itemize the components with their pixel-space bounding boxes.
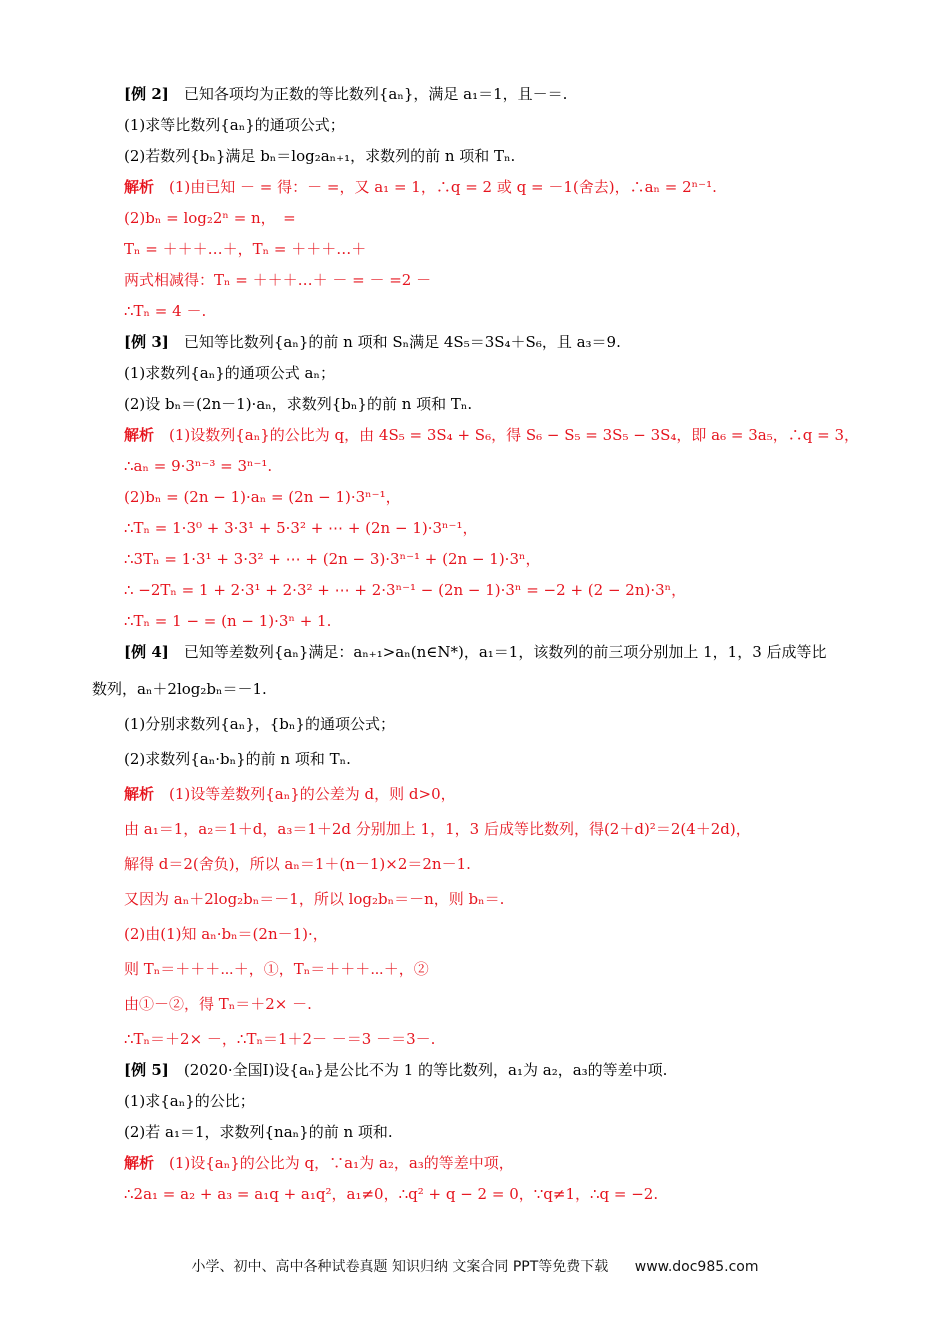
line-text: 两式相减得：Tₙ = ＋＋＋…＋ － = － =2 － bbox=[124, 271, 432, 289]
solution-line bbox=[124, 208, 296, 228]
solution-line bbox=[124, 301, 206, 321]
solution-line bbox=[124, 611, 331, 631]
line-text: ∴aₙ = 9·3ⁿ⁻³ = 3ⁿ⁻¹. bbox=[124, 457, 273, 475]
line-text: (2)bₙ = log₂2ⁿ = n， = bbox=[124, 209, 296, 227]
solution-line bbox=[124, 487, 401, 507]
solution-line bbox=[124, 889, 504, 909]
solution-line bbox=[124, 819, 751, 839]
solution-label: 解析 bbox=[124, 178, 155, 196]
line-text: 已知等差数列{aₙ}满足：aₙ₊₁>aₙ(n∈N*)，a₁＝1，该数列的前三项分别加上 1，1，3 后成等比 bbox=[168, 643, 827, 661]
solution-line bbox=[124, 518, 477, 538]
problem-line bbox=[124, 749, 351, 769]
solution-line bbox=[124, 549, 541, 569]
line-text: 已知各项均为正数的等比数列{aₙ}，满足 a₁＝1，且－＝. bbox=[168, 85, 568, 103]
line-text: (2)设 bₙ＝(2n－1)·aₙ，求数列{bₙ}的前 n 项和 Tₙ. bbox=[124, 395, 473, 413]
problem-line bbox=[124, 363, 335, 383]
problem-line bbox=[124, 1122, 393, 1142]
line-text: (2020·全国Ⅰ)设{aₙ}是公比不为 1 的等比数列，a₁为 a₂，a₃的等差中项. bbox=[168, 1061, 668, 1079]
problem-line bbox=[124, 115, 345, 135]
line-text: 则 Tₙ＝＋＋＋⋯＋，①，Tₙ＝＋＋＋⋯＋，② bbox=[124, 960, 429, 978]
solution-line bbox=[124, 784, 456, 804]
example-heading-line bbox=[124, 84, 567, 104]
solution-line bbox=[124, 456, 272, 476]
solution-line bbox=[124, 177, 717, 197]
line-text: ∴Tₙ = 1·3⁰ + 3·3¹ + 5·3² + ⋯ + (2n − 1)·3ⁿ⁻¹， bbox=[124, 519, 478, 537]
solution-line bbox=[124, 1184, 658, 1204]
footer-text: 小学、初中、高中各种试卷真题 知识归纳 文案合同 PPT等免费下载 bbox=[191, 1259, 609, 1275]
line-text: (1)设{aₙ}的公比为 q，∵a₁为 a₂，a₃的等差中项， bbox=[154, 1154, 514, 1172]
line-text: (1)设数列{aₙ}的公比为 q，由 4S₅ = 3S₄ + S₆，得 S₆ − S₅ = 3S₅ − 3S₄，即 a₆ = 3a₅，∴q = 3， bbox=[154, 426, 859, 444]
line-text: (2)由(1)知 aₙ·bₙ＝(2n－1)·， bbox=[124, 925, 328, 943]
line-text: ∴Tₙ = 4 －. bbox=[124, 302, 207, 320]
problem-line bbox=[124, 394, 472, 414]
line-text: (1)分别求数列{aₙ}，{bₙ}的通项公式； bbox=[124, 715, 395, 733]
example-label: [例 3] bbox=[124, 333, 169, 351]
line-text: ∴Tₙ = 1 − = (n − 1)·3ⁿ + 1. bbox=[124, 612, 332, 630]
line-text: (2)bₙ = (2n − 1)·aₙ = (2n − 1)·3ⁿ⁻¹， bbox=[124, 488, 401, 506]
solution-line bbox=[124, 1153, 514, 1173]
example-label: [例 5] bbox=[124, 1061, 169, 1079]
page-footer bbox=[0, 1256, 950, 1276]
solution-line bbox=[124, 854, 471, 874]
line-text: Tₙ = ＋＋＋…＋，Tₙ = ＋＋＋…＋ bbox=[124, 240, 367, 258]
line-text: 又因为 aₙ＋2log₂bₙ＝－1，所以 log₂bₙ＝－n，则 bₙ＝. bbox=[124, 890, 505, 908]
footer-url[interactable]: www.doc985.com bbox=[634, 1259, 759, 1275]
example-label: [例 4] bbox=[124, 643, 169, 661]
solution-label: 解析 bbox=[124, 1154, 155, 1172]
solution-line bbox=[124, 425, 859, 445]
line-text: (2)若 a₁＝1，求数列{naₙ}的前 n 项和. bbox=[124, 1123, 393, 1141]
line-text: 由①－②，得 Tₙ＝＋2× －. bbox=[124, 995, 312, 1013]
line-text: 解得 d＝2(舍负)，所以 aₙ＝1＋(n－1)×2＝2n－1. bbox=[124, 855, 471, 873]
example-heading-line bbox=[124, 1060, 667, 1080]
example-heading-line bbox=[124, 332, 621, 352]
example-label: [例 2] bbox=[124, 85, 169, 103]
problem-line bbox=[124, 714, 395, 734]
solution-line bbox=[124, 924, 328, 944]
line-text: 由 a₁＝1，a₂＝1＋d，a₃＝1＋2d 分别加上 1，1，3 后成等比数列，得(2＋d)²＝2(4＋2d)， bbox=[124, 820, 751, 838]
line-text: (2)若数列{bₙ}满足 bₙ＝log₂aₙ₊₁，求数列的前 n 项和 Tₙ. bbox=[124, 147, 516, 165]
solution-line bbox=[124, 580, 686, 600]
line-text: ∴Tₙ＝＋2× －，∴Tₙ＝1＋2－ －＝3 －＝3－. bbox=[124, 1030, 436, 1048]
solution-line bbox=[124, 239, 366, 259]
solution-line bbox=[124, 270, 431, 290]
line-text: ∴3Tₙ = 1·3¹ + 3·3² + ⋯ + (2n − 3)·3ⁿ⁻¹ + (2n − 1)·3ⁿ， bbox=[124, 550, 541, 568]
line-text: (1)求等比数列{aₙ}的通项公式； bbox=[124, 116, 345, 134]
line-text: ∴ −2Tₙ = 1 + 2·3¹ + 2·3² + ⋯ + 2·3ⁿ⁻¹ − (2n − 1)·3ⁿ = −2 + (2 − 2n)·3ⁿ， bbox=[124, 581, 687, 599]
line-text: (1)设等差数列{aₙ}的公差为 d，则 d>0， bbox=[154, 785, 456, 803]
line-text: (1)求数列{aₙ}的通项公式 aₙ； bbox=[124, 364, 335, 382]
solution-line bbox=[124, 1029, 435, 1049]
problem-line bbox=[124, 146, 515, 166]
solution-label: 解析 bbox=[124, 426, 155, 444]
line-text: (2)求数列{aₙ·bₙ}的前 n 项和 Tₙ. bbox=[124, 750, 351, 768]
line-text: (1)求{aₙ}的公比； bbox=[124, 1092, 255, 1110]
solution-label: 解析 bbox=[124, 785, 155, 803]
problem-line bbox=[92, 679, 267, 699]
example-heading-line bbox=[124, 642, 827, 662]
line-text: ∴2a₁ = a₂ + a₃ = a₁q + a₁q²，a₁≠0，∴q² + q − 2 = 0，∵q≠1，∴q = −2. bbox=[124, 1185, 659, 1203]
line-text: 已知等比数列{aₙ}的前 n 项和 Sₙ满足 4S₅＝3S₄＋S₆，且 a₃＝9. bbox=[168, 333, 621, 351]
line-text: (1)由已知 － = 得：－ =，又 a₁ = 1，∴q = 2 或 q = －1(舍去)，∴aₙ = 2ⁿ⁻¹. bbox=[154, 178, 717, 196]
problem-line bbox=[124, 1091, 255, 1111]
solution-line bbox=[124, 994, 312, 1014]
line-text: 数列，aₙ＋2log₂bₙ＝－1. bbox=[92, 680, 267, 698]
solution-line bbox=[124, 959, 429, 979]
